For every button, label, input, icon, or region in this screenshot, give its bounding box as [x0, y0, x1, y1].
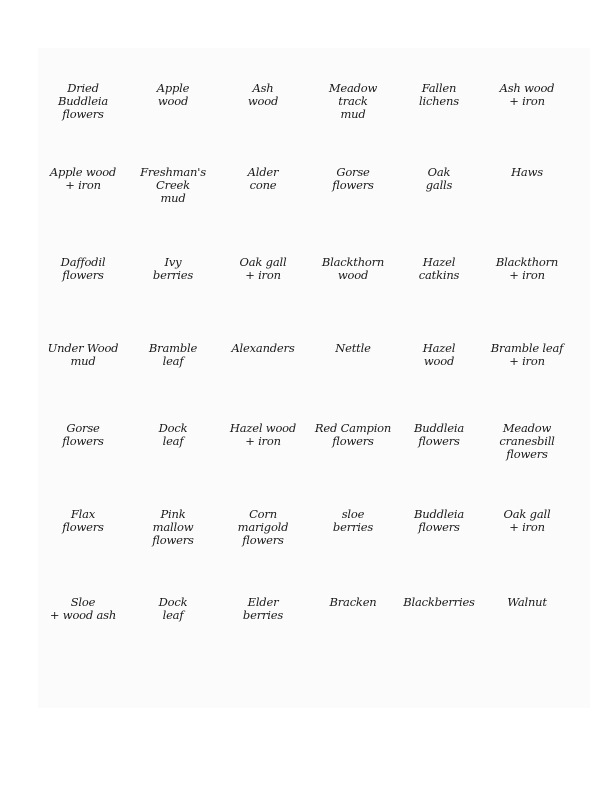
label-grid	[40, 66, 568, 666]
label-line: wood	[337, 268, 369, 282]
label-line: marigold	[237, 520, 289, 534]
label-daffodil-flowers	[40, 256, 126, 326]
label-line: Elder	[247, 595, 279, 609]
label-sloe-wood-ash	[40, 596, 126, 666]
label-line: Dried	[67, 81, 99, 95]
label-ash-wood	[220, 82, 306, 152]
label-line: Bramble leaf	[490, 341, 564, 355]
label-line: leaf	[162, 434, 184, 448]
label-row-2	[40, 166, 568, 236]
label-line: + iron	[65, 178, 101, 192]
label-line: flowers	[62, 434, 104, 448]
label-line: Blackthorn	[495, 255, 559, 269]
label-oak-gall-iron-2	[484, 508, 570, 578]
label-line: Bracken	[329, 595, 377, 609]
label-bramble-leaf	[130, 342, 216, 412]
label-line: catkins	[418, 268, 460, 282]
label-hazel-wood	[396, 342, 482, 412]
label-line: Flax	[70, 507, 96, 521]
label-freshmans-creek-mud	[130, 166, 216, 236]
label-line: Nettle	[335, 341, 371, 355]
label-fallen-lichens	[396, 82, 482, 152]
label-blackberries	[396, 596, 482, 666]
label-line: Buddleia	[414, 507, 464, 521]
label-line: galls	[425, 178, 453, 192]
label-line: Daffodil	[60, 255, 106, 269]
label-line: Haws	[511, 165, 543, 179]
label-line: Hazel	[422, 341, 456, 355]
label-line: + iron	[509, 354, 545, 368]
label-line: mud	[160, 191, 186, 205]
label-apple-wood	[130, 82, 216, 152]
label-haws	[484, 166, 570, 236]
label-dock-leaf-2	[130, 596, 216, 666]
label-row-1	[40, 82, 568, 152]
label-line: sloe	[341, 507, 365, 521]
label-line: Apple	[156, 81, 190, 95]
label-line: Red Campion	[314, 421, 392, 435]
label-pink-mallow-flowers	[130, 508, 216, 578]
label-line: Ash	[252, 81, 274, 95]
label-line: Oak	[427, 165, 451, 179]
label-corn-marigold-flowers	[220, 508, 306, 578]
label-ivy-berries	[130, 256, 216, 326]
label-hazel-catkins	[396, 256, 482, 326]
label-alexanders	[220, 342, 306, 412]
label-line: wood	[247, 94, 279, 108]
label-line: Buddleia	[58, 94, 108, 108]
label-line: lichens	[419, 94, 459, 108]
label-line: mud	[340, 107, 366, 121]
label-dried-buddleia-flowers	[40, 82, 126, 152]
label-line: wood	[423, 354, 455, 368]
label-row-7	[40, 596, 568, 666]
label-line: Meadow	[502, 421, 552, 435]
label-row-4	[40, 342, 568, 412]
label-line: Hazel wood	[229, 421, 297, 435]
label-line: Oak gall	[239, 255, 287, 269]
label-line: flowers	[332, 178, 374, 192]
label-line: berries	[152, 268, 194, 282]
label-line: flowers	[62, 268, 104, 282]
label-line: Fallen	[421, 81, 457, 95]
label-line: flowers	[418, 434, 460, 448]
label-blackthorn-iron	[484, 256, 570, 326]
label-buddleia-flowers	[396, 422, 482, 492]
label-row-5	[40, 422, 568, 492]
label-sloe-berries	[310, 508, 396, 578]
label-hazel-wood-iron	[220, 422, 306, 492]
label-line: flowers	[152, 533, 194, 547]
label-line: Dock	[158, 595, 188, 609]
label-nettle	[310, 342, 396, 412]
label-red-campion-flowers	[310, 422, 396, 492]
label-line: Hazel	[422, 255, 456, 269]
label-line: Under Wood	[47, 341, 119, 355]
label-oak-gall-iron	[220, 256, 306, 326]
label-walnut	[484, 596, 570, 666]
label-line: Dock	[158, 421, 188, 435]
label-line: leaf	[162, 608, 184, 622]
label-line: Oak gall	[503, 507, 551, 521]
label-line: + iron	[509, 94, 545, 108]
label-line: Freshman's	[140, 165, 206, 179]
label-line: Corn	[249, 507, 277, 521]
label-line: leaf	[162, 354, 184, 368]
label-line: Blackthorn	[321, 255, 385, 269]
label-dock-leaf	[130, 422, 216, 492]
label-apple-wood-iron	[40, 166, 126, 236]
label-line: mallow	[152, 520, 194, 534]
label-line: Creek	[156, 178, 190, 192]
label-line: Walnut	[507, 595, 547, 609]
label-line: cranesbill	[499, 434, 555, 448]
label-line: flowers	[62, 107, 104, 121]
label-line: Pink	[160, 507, 186, 521]
label-elder-berries	[220, 596, 306, 666]
label-line: + iron	[509, 268, 545, 282]
label-ash-wood-iron	[484, 82, 570, 152]
label-line: + iron	[245, 434, 281, 448]
label-line: mud	[70, 354, 96, 368]
label-line: cone	[249, 178, 277, 192]
label-line: flowers	[418, 520, 460, 534]
label-meadow-cranesbill-flowers	[484, 422, 570, 492]
label-line: Buddleia	[414, 421, 464, 435]
label-line: Alexanders	[231, 341, 295, 355]
label-line: wood	[157, 94, 189, 108]
label-gorse-flowers-2	[40, 422, 126, 492]
label-blackthorn-wood	[310, 256, 396, 326]
label-row-3	[40, 256, 568, 326]
label-flax-flowers	[40, 508, 126, 578]
label-meadow-track-mud	[310, 82, 396, 152]
label-line: Sloe	[70, 595, 96, 609]
label-row-6	[40, 508, 568, 578]
label-line: Alder	[247, 165, 279, 179]
label-line: Ash wood	[499, 81, 555, 95]
label-line: Gorse	[66, 421, 100, 435]
label-buddleia-flowers-2	[396, 508, 482, 578]
label-line: berries	[332, 520, 374, 534]
label-line: Apple wood	[49, 165, 117, 179]
label-line: + iron	[245, 268, 281, 282]
label-bracken	[310, 596, 396, 666]
label-oak-galls	[396, 166, 482, 236]
label-alder-cone	[220, 166, 306, 236]
label-under-wood-mud	[40, 342, 126, 412]
label-gorse-flowers	[310, 166, 396, 236]
label-line: flowers	[332, 434, 374, 448]
label-line: flowers	[242, 533, 284, 547]
label-line: Ivy	[164, 255, 182, 269]
label-line: track	[338, 94, 368, 108]
label-line: Bramble	[148, 341, 198, 355]
label-line: flowers	[506, 447, 548, 461]
label-line: Gorse	[336, 165, 370, 179]
label-line: Blackberries	[403, 595, 475, 609]
label-bramble-leaf-iron	[484, 342, 570, 412]
label-line: Meadow	[328, 81, 378, 95]
label-line: flowers	[62, 520, 104, 534]
label-line: + iron	[509, 520, 545, 534]
label-line: + wood ash	[49, 608, 117, 622]
label-line: berries	[242, 608, 284, 622]
